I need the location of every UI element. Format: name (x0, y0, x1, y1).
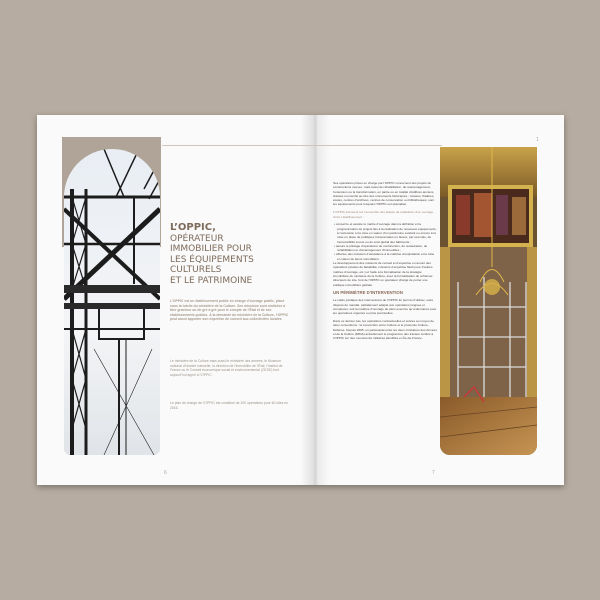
right-paragraph-2: L’OPPIC intervient sur l’ensemble des étapes de réalisation d’un ouvrage. Ainsi, l’établissement : (333, 210, 434, 219)
page-number-right: 7 (432, 470, 435, 476)
right-paragraph-5: Dans ce dernier cas, les opérations contractuelles et suivies au moyen de deux conventions : la convention entre Culture et le protocole Culture-Défense. Depuis 2005, un partenariat entre les deux ministères des Armées et de la Culture (MINA) actuellement le programme des travaux confiés à l’OPPIC sur des monuments militaires identifiés en Île-de-France. (333, 319, 437, 341)
left-paragraph-2: Le ministère de la Culture mais aussi le ministère des armées, le Muséum national d’histoire naturelle, la direction de l’immobilier de l’État, l’Institut de France ou le Conseil économique social et environnemental (CESE) font aujourd’hui appel à l’OPPIC. (170, 359, 283, 377)
spread-title (170, 223, 300, 286)
right-bullet-2: • assure le pilotage d’opérations de construction, de restauration, de réhabilitation et d’aménagement d’immeubles ; (334, 243, 428, 253)
title-line-2: OPÉRATEUR (170, 233, 224, 244)
right-bullet-3: • effectue des missions d’assistance à la maîtrise d’exploitation et la mise en valeur de biens immobiliers. (334, 252, 435, 261)
title-line-6: ET LE PATRIMOINE (170, 275, 253, 286)
title-line-5: CULTURELS (170, 265, 222, 275)
title-line-1: L’OPPIC, (170, 222, 216, 233)
right-text-column (333, 181, 437, 344)
right-paragraph-3: Le développement des missions de conseil et d’expertise en amont des opérations (études de faisabilité, missions d’expertise flash pour d’autres maîtres d’ouvrage, etc.) et l’aide à la formalisation de la stratégie immobilière du ministère de la Culture, avec la formalisation de schémas directeurs de site, font de l’OPPIC un opérateur chargé de porter une politique immobilière globale. (333, 261, 433, 287)
left-intro-paragraph: L’OPPIC est un établissement public en charge d’ouvrage public, placé sous la tutelle du ministère de la Culture. Ses missions sont réalisées à titre gracieux ou de gré à gré pour le compte de l’État et de ses établissements publics. À la demande du ministère de la Culture, l’OPPIC peut aussi apporter son expertise de conseil aux collectivités locales. (170, 299, 289, 322)
center-gutter (300, 115, 330, 485)
section-heading: UN PÉRIMÈTRE D’INTERVENTION (333, 290, 403, 296)
right-paragraph-4: Le cadre juridique des interventions de l’OPPIC lui permet d’utiliser, outre disposé du mandat, parfaitement adapté aux opérations longues et complexes, soit la maîtrise d’ouvrage de plein exercice qu’ordonnance pour les opérations urgentes ou plus ponctuelles. (333, 298, 437, 316)
folio-mark: 1 (536, 137, 539, 143)
title-line-3: IMMOBILIER POUR (170, 244, 252, 254)
right-bullet-1: • conseil le et assiste le maître d’ouvrage dans la définition et la programmation de projets liés à la réalisation de nouveaux équipements, à l’extension et la mise en valeur d’un patrimoine existant ou encore à la mise en place de politiques transversales en faveur, par exemple, de l’accessibilité à tous ou du suivi global des bâtiments ; (334, 222, 437, 244)
page-number-left: 6 (164, 470, 167, 476)
photo-palace-interior (440, 147, 537, 455)
title-line-4: LES ÉQUIPEMENTS (170, 254, 254, 265)
right-paragraph-1: Ses opérations prises en charge par l’OPPIC concernent des projets de constructions neuves, mais aussi de réhabilitation, de réaménagement, l’extension ou la transformation, en partie ou en totalité d’édifices anciens, classés ou inscrits au titre des monuments historiques : musées, théâtres, écoles, centres d’archives, centres de conservation ou bibliothèques, sont les équipements pour lesquels l’OPPIC est spécialisé. (333, 181, 435, 207)
top-rule (162, 145, 442, 146)
brochure-spread (37, 115, 564, 485)
photo-transporter-bridge (64, 149, 160, 455)
left-paragraph-3: Le plan de charge de l’OPPIC est constitué de 200 opérations pour 60 sites en 2016. (170, 401, 288, 410)
